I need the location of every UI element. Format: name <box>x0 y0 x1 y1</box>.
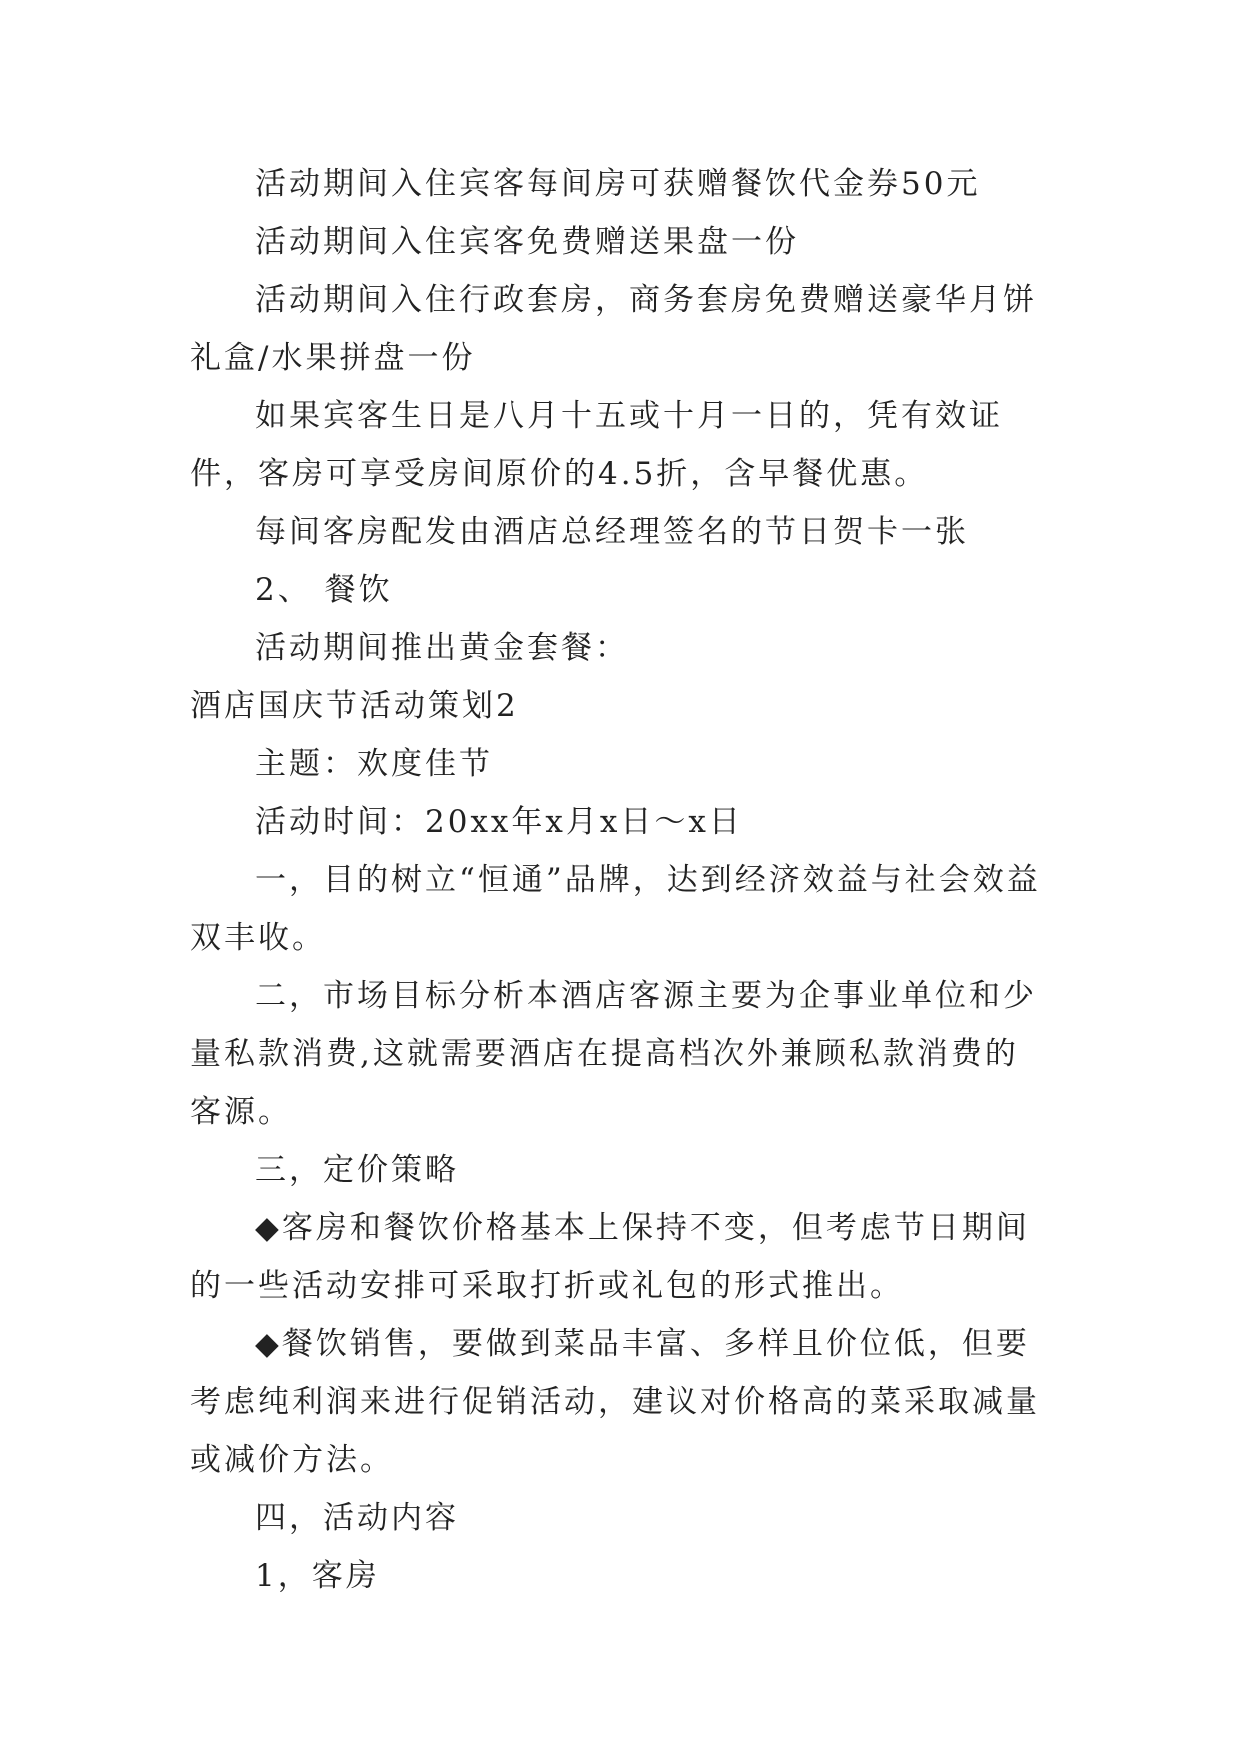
section-heading-rooms: 1，客房 <box>255 1558 380 1594</box>
paragraph-theme: 主题：欢度佳节 <box>255 746 493 782</box>
paragraph-birthday-discount: 如果宾客生日是八月十五或十月一日的，凭有效证件，客房可享受房间原价的4.5折，含早餐优惠。 <box>190 398 1003 492</box>
section-heading-pricing: 三，定价策略 <box>255 1152 459 1188</box>
paragraph-market-analysis: 二，市场目标分析本酒店客源主要为企事业单位和少量私款消费,这就需要酒店在提高档次外兼顾私款消费的客源。 <box>190 978 1037 1130</box>
paragraph-golden-set-meal: 活动期间推出黄金套餐： <box>255 630 629 666</box>
section-heading-dining: 2、 餐饮 <box>255 572 393 608</box>
paragraph-meal-voucher: 活动期间入住宾客每间房可获赠餐饮代金券50元 <box>255 166 981 202</box>
paragraph-event-time: 活动时间：20xx年x月x日～x日 <box>255 804 743 840</box>
document-title: 酒店国庆节活动策划2 <box>190 688 519 724</box>
paragraph-objective: 一，目的树立“恒通”品牌，达到经济效益与社会效益双丰收。 <box>190 862 1041 956</box>
paragraph-fruit-plate: 活动期间入住宾客免费赠送果盘一份 <box>255 224 799 260</box>
paragraph-pricing-dining: ◆餐饮销售，要做到菜品丰富、多样且价位低，但要考虑纯利润来进行促销活动，建议对价格高的菜采取减量或减价方法。 <box>190 1326 1040 1478</box>
paragraph-suite-gift: 活动期间入住行政套房，商务套房免费赠送豪华月饼礼盒/水果拼盘一份 <box>190 282 1037 376</box>
paragraph-greeting-card: 每间客房配发由酒店总经理签名的节日贺卡一张 <box>255 514 969 550</box>
paragraph-pricing-rooms: ◆客房和餐饮价格基本上保持不变，但考虑节日期间的一些活动安排可采取打折或礼包的形式推出。 <box>190 1210 1030 1304</box>
document-page <box>190 155 1050 1605</box>
section-heading-activities: 四，活动内容 <box>255 1500 459 1536</box>
